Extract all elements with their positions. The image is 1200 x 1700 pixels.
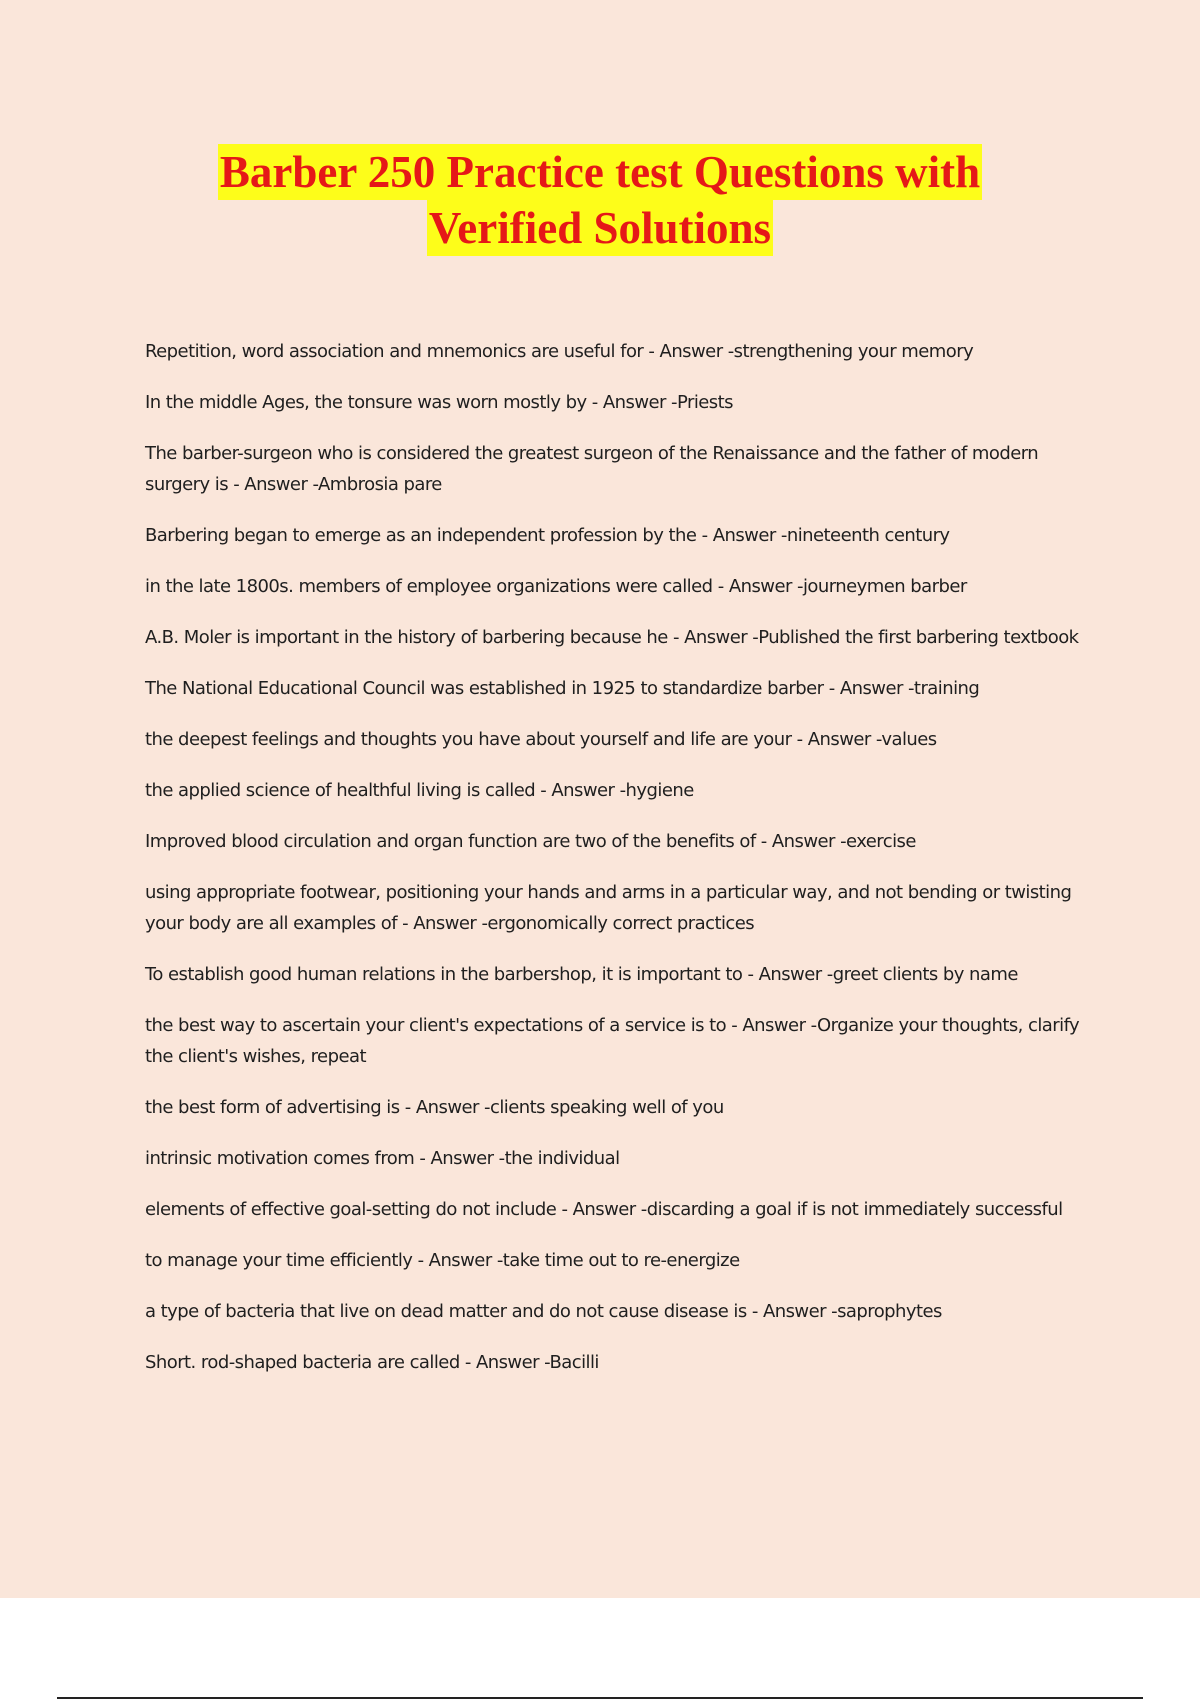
title-line-1: Barber 250 Practice test Questions with <box>218 144 982 200</box>
qa-item: The National Educational Council was established in 1925 to standardize barber - Answer -training <box>145 678 980 699</box>
qa-item: Barbering began to emerge as an independent profession by the - Answer -nineteenth century <box>145 525 950 546</box>
qa-item: Improved blood circulation and organ function are two of the benefits of - Answer -exercise <box>145 831 916 852</box>
qa-item: the best form of advertising is - Answer -clients speaking well of you <box>145 1097 724 1118</box>
qa-item: To establish good human relations in the barbershop, it is important to - Answer -greet clients by name <box>145 964 1018 985</box>
question-answer-list <box>145 336 1095 1398</box>
qa-item: the applied science of healthful living is called - Answer -hygiene <box>145 780 694 801</box>
page-title <box>0 144 1200 256</box>
qa-item: to manage your time efficiently - Answer -take time out to re-energize <box>145 1250 740 1271</box>
qa-item: using appropriate footwear, positioning your hands and arms in a particular way, and not bending or twisting your body are all examples of - Answer -ergonomically correct practices <box>145 882 1072 934</box>
title-line-2: Verified Solutions <box>427 200 773 256</box>
qa-item: elements of effective goal-setting do not include - Answer -discarding a goal if is not immediately successful <box>145 1199 1063 1220</box>
footer-divider <box>57 1697 1143 1699</box>
qa-item: A.B. Moler is important in the history of barbering because he - Answer -Published the first barbering textbook <box>145 627 1079 648</box>
qa-item: a type of bacteria that live on dead matter and do not cause disease is - Answer -saprophytes <box>145 1301 942 1322</box>
qa-item: The barber-surgeon who is considered the greatest surgeon of the Renaissance and the father of modern surgery is - Answer -Ambrosia pare <box>145 443 1039 495</box>
qa-item: Repetition, word association and mnemonics are useful for - Answer -strengthening your memory <box>145 341 974 362</box>
qa-item: intrinsic motivation comes from - Answer -the individual <box>145 1148 620 1169</box>
qa-item: In the middle Ages, the tonsure was worn mostly by - Answer -Priests <box>145 392 733 413</box>
qa-item: the best way to ascertain your client's expectations of a service is to - Answer -Organize your thoughts, clarify the client's wishes, repeat <box>145 1015 1080 1067</box>
qa-item: the deepest feelings and thoughts you have about yourself and life are your - Answer -values <box>145 729 937 750</box>
qa-item: in the late 1800s. members of employee organizations were called - Answer -journeymen barber <box>145 576 967 597</box>
qa-item: Short. rod-shaped bacteria are called - Answer -Bacilli <box>145 1352 599 1373</box>
